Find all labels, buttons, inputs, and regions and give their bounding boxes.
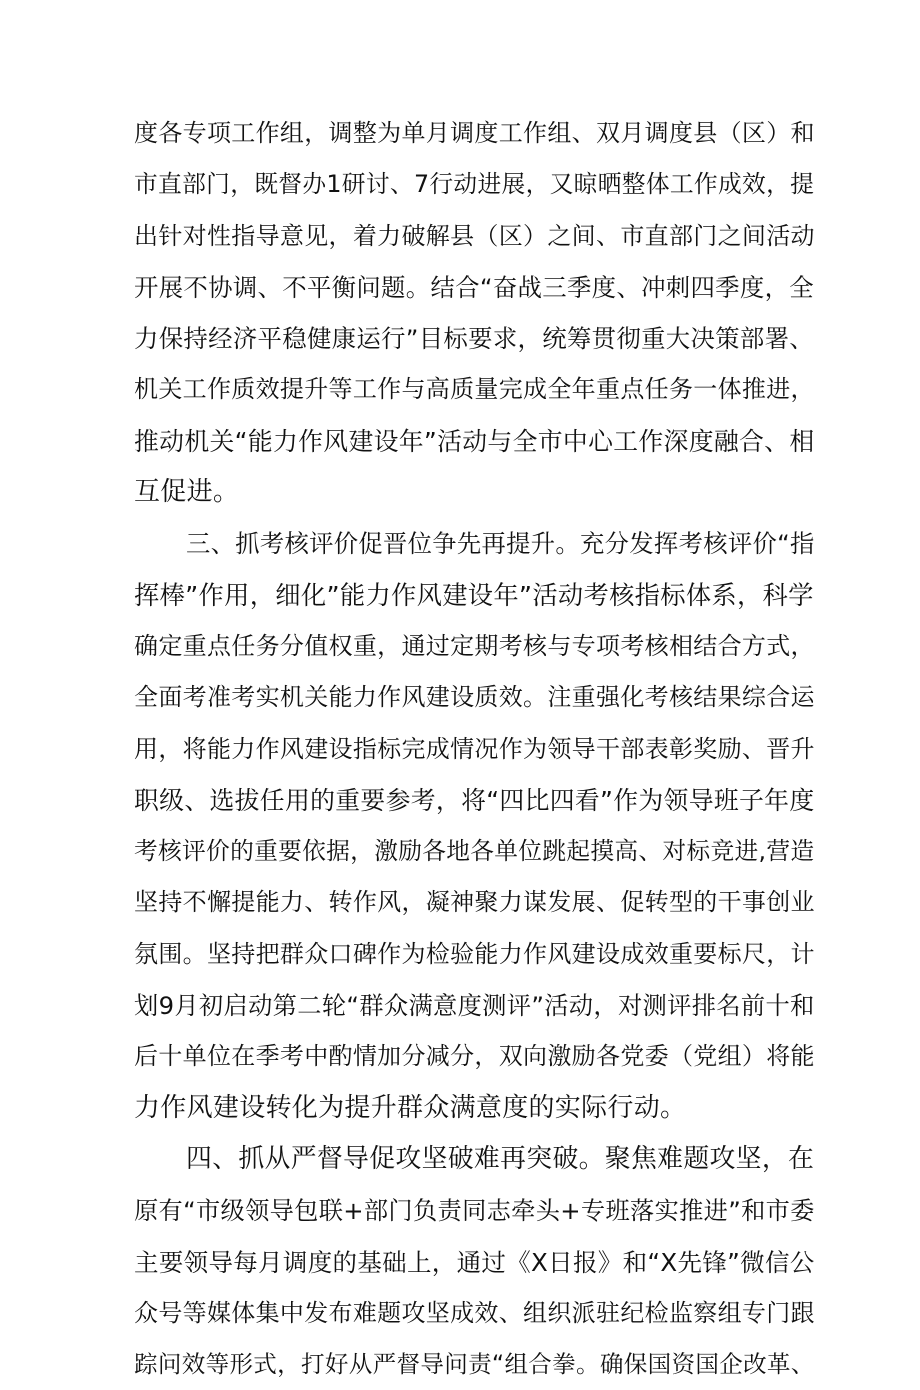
text-line: 出针对性指导意见，着力破解县（区）之间、市直部门之间活动	[134, 221, 815, 250]
section-heading-line: 四、抓从严督导促攻坚破难再突破。聚焦难题攻坚，在	[186, 1143, 815, 1174]
text-line: 全面考准考实机关能力作风建设质效。注重强化考核结果综合运	[134, 683, 815, 712]
text-line: 推动机关“能力作风建设年”活动与全市中心工作深度融合、相	[134, 426, 815, 456]
text-line: 划9月初启动第二轮“群众满意度测评”活动，对测评排名前十和	[134, 991, 815, 1021]
body-text	[134, 108, 814, 1390]
text-line: 市直部门，既督办1研讨、7行动进展，又晾晒整体工作成效，提	[134, 170, 815, 199]
text-line: 确定重点任务分值权重，通过定期考核与专项考核相结合方式，	[134, 631, 815, 660]
text-line: 用，将能力作风建设指标完成情况作为领导干部表彰奖励、晋升	[134, 734, 815, 763]
text-line: 考核评价的重要依据，激励各地各单位跳起摸高、对标竞进,营造	[134, 837, 815, 866]
text-line: 互促进。	[134, 477, 240, 508]
text-line: 氛围。坚持把群众口碑作为检验能力作风建设成效重要标尺，计	[134, 939, 815, 968]
text-line: 主要领导每月调度的基础上，通过《X日报》和“X先锋”微信公	[134, 1247, 815, 1277]
text-line: 后十单位在季考中酌情加分减分，双向激励各党委（党组）将能	[134, 1042, 815, 1071]
text-line: 力保持经济平稳健康运行”目标要求，统筹贯彻重大决策部署、	[134, 324, 815, 354]
text-line: 力作风建设转化为提升群众满意度的实际行动。	[134, 1092, 687, 1123]
text-line: 职级、选拔任用的重要参考，将“四比四看”作为领导班子年度	[134, 785, 815, 815]
text-line: 原有“市级领导包联+部门负责同志牵头+专班落实推进”和市委	[134, 1196, 815, 1226]
text-line: 踪问效等形式，打好从严督导问责“组合拳。确保国资国企改革、	[134, 1350, 815, 1379]
text-line: 度各专项工作组，调整为单月调度工作组、双月调度县（区）和	[134, 119, 815, 147]
text-line: 挥棒”作用，细化”能力作风建设年”活动考核指标体系，科学	[134, 580, 814, 610]
text-line: 众号等媒体集中发布难题攻坚成效、组织派驻纪检监察组专门跟	[134, 1298, 815, 1327]
section-heading-line: 三、抓考核评价促晋位争先再提升。充分发挥考核评价“指	[186, 529, 815, 559]
text-line: 机关工作质效提升等工作与高质量完成全年重点任务一体推进，	[134, 375, 815, 404]
text-line: 坚持不懈提能力、转作风，凝神聚力谋发展、促转型的干事创业	[134, 888, 815, 917]
text-line: 开展不协调、不平衡问题。结合“奋战三季度、冲刺四季度，全	[134, 272, 815, 302]
